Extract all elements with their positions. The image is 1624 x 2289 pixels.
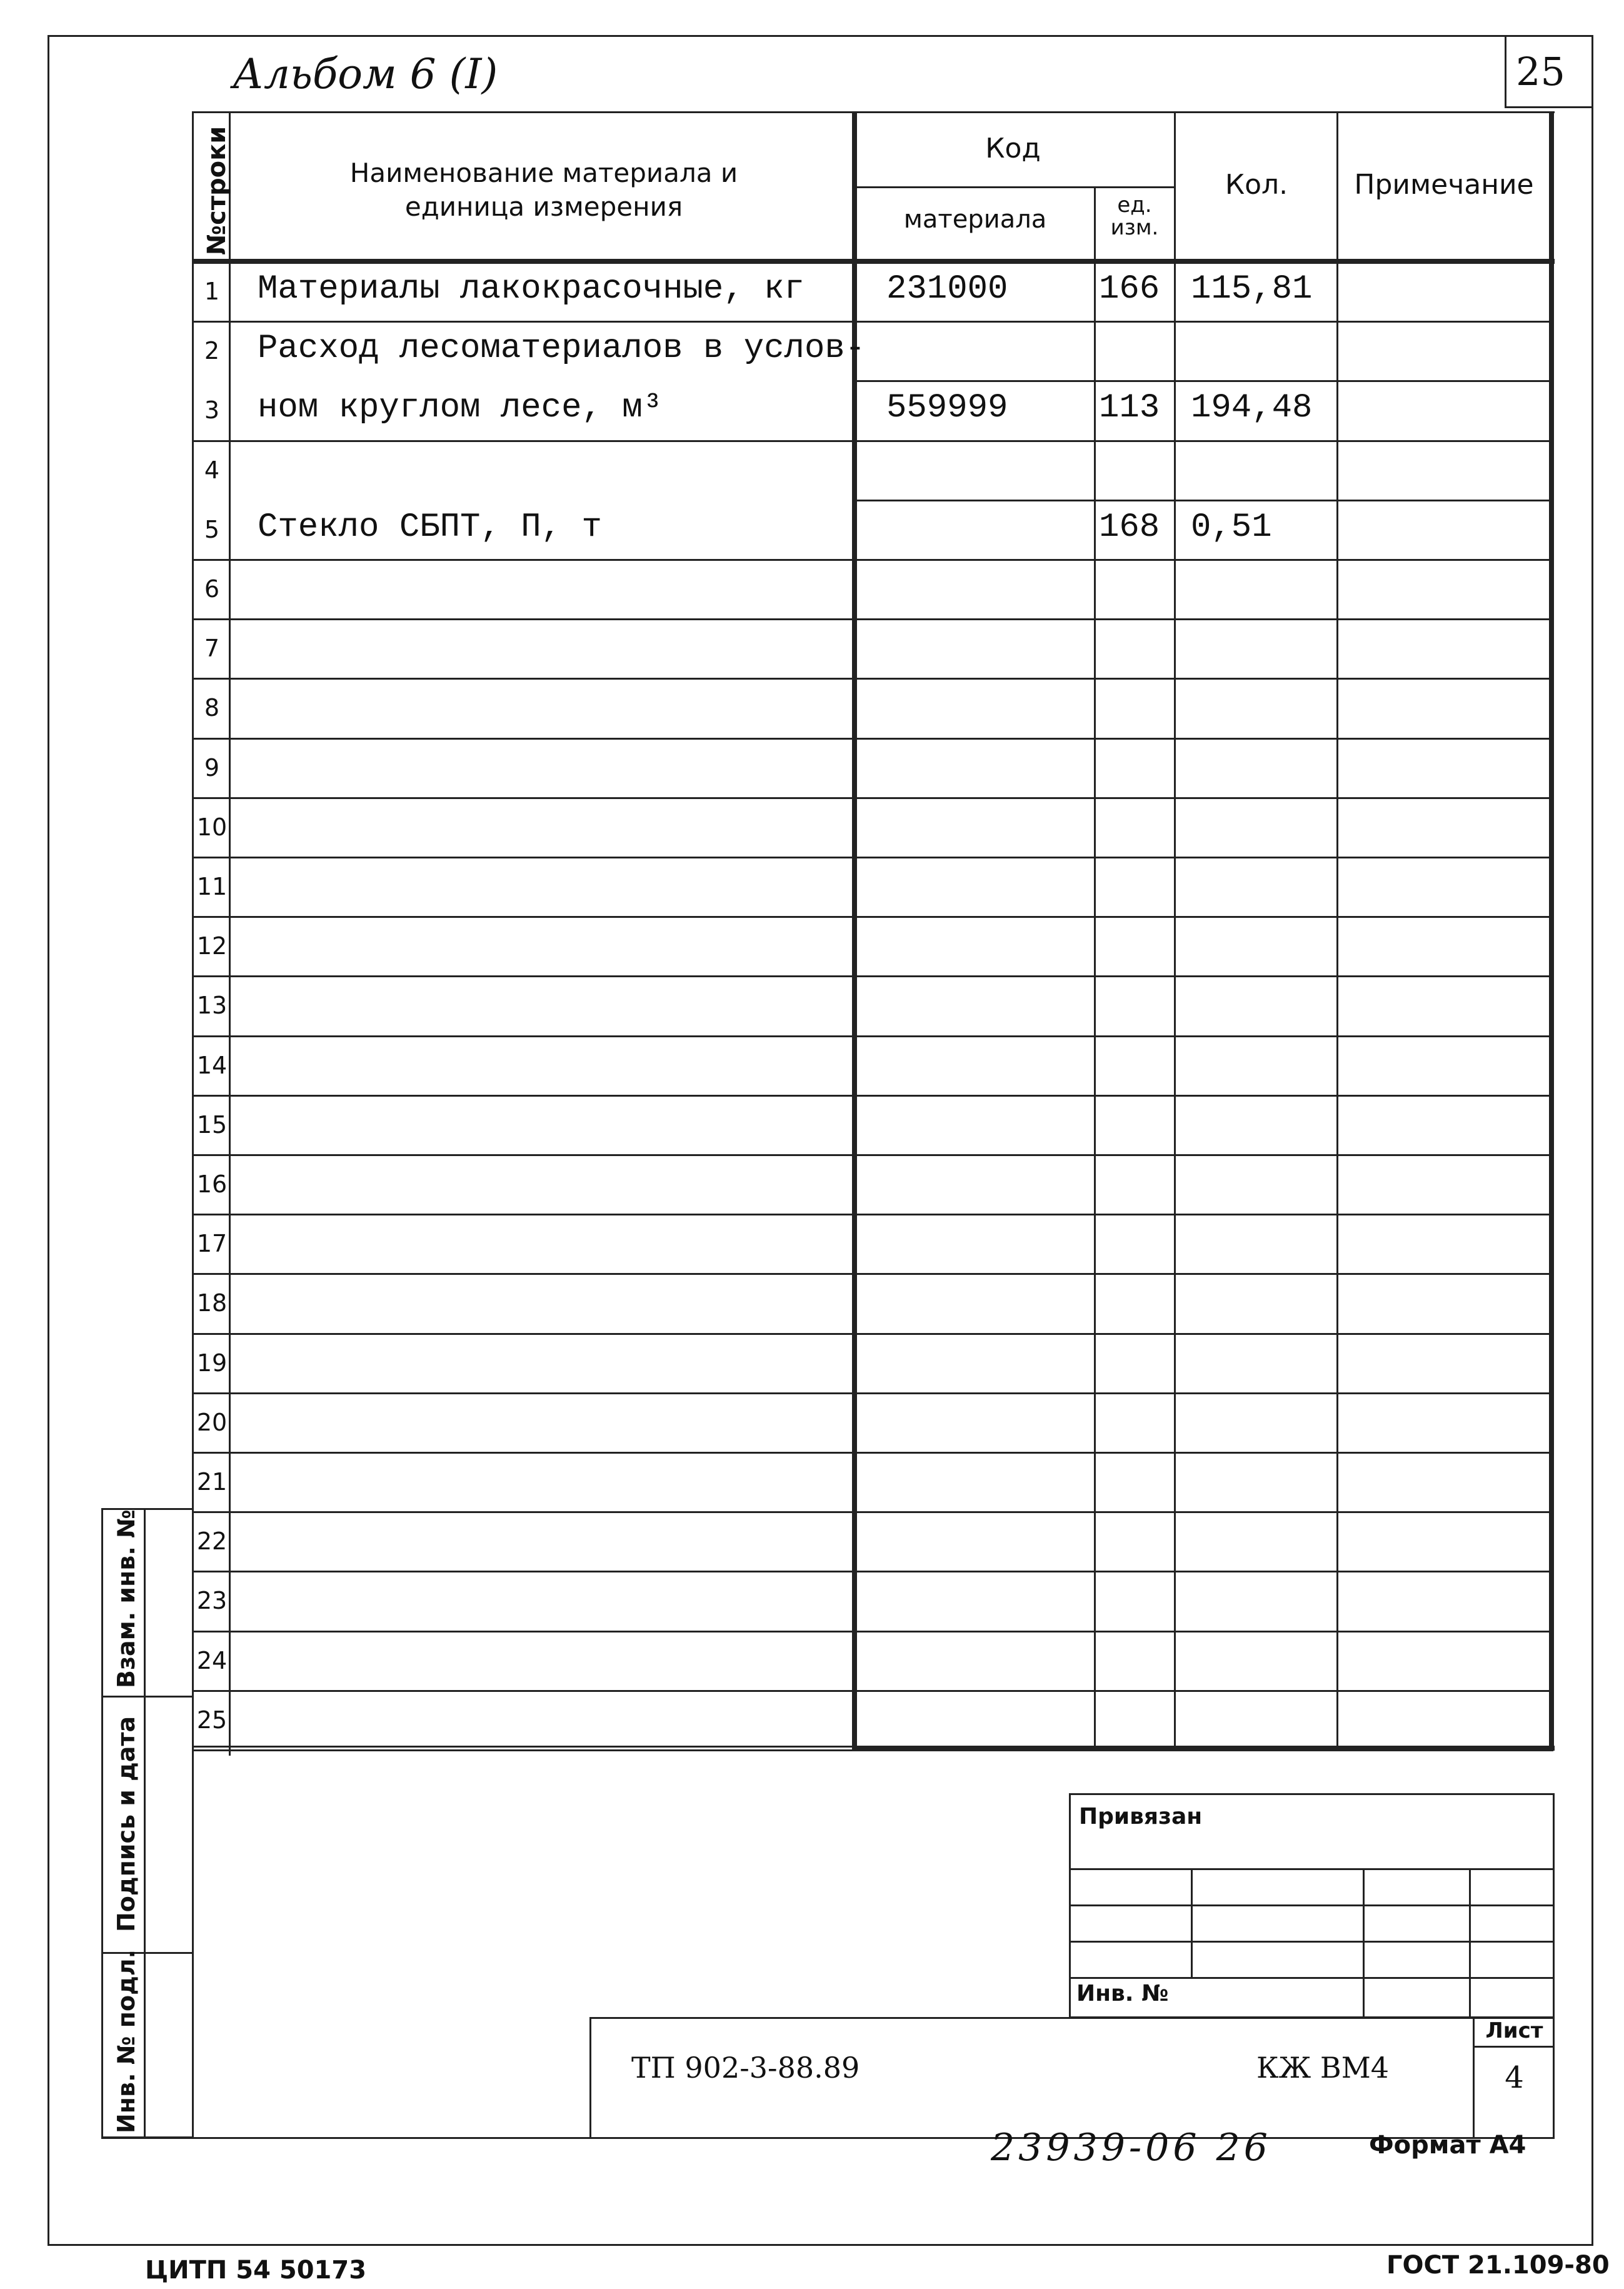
row-number: 17 — [196, 1230, 228, 1257]
row-name: ном круглом лесе, м³ — [258, 389, 663, 427]
row-number: 20 — [196, 1409, 228, 1436]
sheet-number-underline — [1505, 106, 1593, 108]
sheet-number: 25 — [1516, 49, 1565, 94]
row-number: 6 — [204, 575, 220, 603]
list-label-line — [1473, 2046, 1555, 2048]
row-unit-code: 168 — [1099, 508, 1160, 546]
row-line — [192, 738, 1553, 740]
row-line — [192, 797, 1553, 799]
row-number: 18 — [196, 1289, 228, 1317]
row-number: 13 — [196, 992, 228, 1019]
row-number: 23 — [196, 1587, 228, 1614]
header-qty: Кол. — [1225, 169, 1288, 201]
row-name: Материалы лакокрасочные, кг — [258, 270, 804, 308]
row-number: 1 — [204, 278, 220, 305]
row-unit-code: 166 — [1099, 270, 1160, 308]
side-podpis-label: Подпись и дата — [113, 1716, 140, 1932]
row-number: 5 — [204, 516, 220, 543]
row-quantity: 0,51 — [1191, 508, 1272, 546]
row-name: Расход лесоматериалов в услов- — [258, 330, 866, 368]
side-vzam-label: Взам. инв. № — [113, 1509, 140, 1688]
row-name: Стекло СБПТ, П, т — [258, 508, 602, 546]
privyazan-label: Привязан — [1079, 1804, 1203, 1829]
privyazan-grid-2 — [1069, 1904, 1555, 1906]
row-line — [192, 1511, 1553, 1513]
row-line — [192, 440, 1553, 442]
row-line — [192, 975, 1553, 977]
row-quantity: 194,48 — [1191, 389, 1313, 427]
header-unit: ед. изм. — [1110, 193, 1159, 240]
stamp-number: 23939-06 26 — [991, 2126, 1271, 2170]
privyazan-grid-3 — [1069, 1941, 1555, 1943]
side-strip-divider — [144, 1508, 146, 2138]
row-number: 9 — [204, 754, 220, 782]
row-line — [192, 321, 1553, 323]
footer-right: ГОСТ 21.109-80 — [1386, 2251, 1610, 2280]
row-line — [192, 1214, 1553, 1215]
format-label: Формат А4 — [1369, 2131, 1526, 2160]
title-block-top — [192, 1746, 855, 1748]
privyazan-col-3 — [1469, 1868, 1471, 2018]
unit-divider — [1094, 186, 1096, 1749]
row-line — [852, 380, 1552, 382]
row-unit-code: 113 — [1099, 389, 1160, 427]
row-number: 10 — [196, 813, 228, 841]
doc-mark: КЖ ВМ4 — [1256, 2051, 1390, 2085]
side-inv-podl-label: Инв. № подл. — [113, 1949, 140, 2133]
row-line — [192, 678, 1553, 680]
footer-left: ЦИТП 54 50173 — [145, 2256, 367, 2285]
row-material-code: 231000 — [886, 270, 1008, 308]
privyazan-grid-4 — [1069, 1977, 1555, 1979]
row-number: 14 — [196, 1052, 228, 1079]
row-line — [192, 1631, 1553, 1632]
doc-code: ТП 902-3-88.89 — [631, 2051, 860, 2085]
row-line — [192, 1571, 1553, 1572]
header-bottom-line — [192, 259, 1555, 264]
row-line — [192, 1749, 1553, 1751]
list-value: 4 — [1505, 2060, 1524, 2095]
sheet-number-divider — [1505, 35, 1506, 108]
row-number: 19 — [196, 1349, 228, 1377]
row-line — [192, 1333, 1553, 1335]
row-line — [192, 1154, 1553, 1156]
code-subheader-line — [852, 186, 1174, 188]
row-number: 24 — [196, 1647, 228, 1674]
row-line — [192, 1690, 1553, 1692]
row-quantity: 115,81 — [1191, 270, 1313, 308]
header-note: Примечание — [1354, 169, 1534, 201]
row-number: 25 — [196, 1706, 228, 1734]
row-line — [852, 500, 1552, 501]
row-number: 4 — [204, 456, 220, 484]
row-line — [192, 1095, 1553, 1097]
row-line — [192, 618, 1553, 620]
row-line — [192, 1452, 1553, 1454]
row-number: 11 — [196, 873, 228, 900]
header-code: Код — [985, 133, 1041, 164]
privyazan-col-1 — [1191, 1868, 1193, 1977]
inv-no-label: Инв. № — [1076, 1981, 1169, 2006]
row-number: 16 — [196, 1170, 228, 1198]
row-line — [192, 916, 1553, 918]
row-number: 7 — [204, 635, 220, 662]
table-right-border — [1549, 111, 1554, 1749]
row-number: 8 — [204, 694, 220, 722]
row-material-code: 559999 — [886, 389, 1008, 427]
note-left-border — [1336, 111, 1338, 1749]
row-number: 12 — [196, 932, 228, 960]
privyazan-col-2 — [1363, 1868, 1365, 2018]
row-number: 3 — [204, 396, 220, 424]
row-line — [192, 559, 1553, 561]
row-number: 21 — [196, 1468, 228, 1496]
row-line — [192, 1273, 1553, 1275]
row-line — [192, 1392, 1553, 1394]
list-label: Лист — [1485, 2018, 1543, 2043]
row-line — [192, 1035, 1553, 1037]
row-number: 2 — [204, 337, 220, 365]
row-number: 15 — [196, 1111, 228, 1139]
header-material: материала — [903, 205, 1047, 234]
table-top-border — [192, 111, 1555, 113]
side-strip-sep-1 — [101, 1696, 194, 1698]
album-label: Альбом 6 (I) — [233, 50, 498, 98]
row-number: 22 — [196, 1527, 228, 1555]
qty-left-border — [1174, 111, 1176, 1749]
header-name: Наименование материала и единица измерения — [349, 158, 738, 222]
row-line — [192, 857, 1553, 858]
privyazan-grid-1 — [1069, 1868, 1555, 1870]
header-row-no: №строки — [203, 126, 231, 255]
